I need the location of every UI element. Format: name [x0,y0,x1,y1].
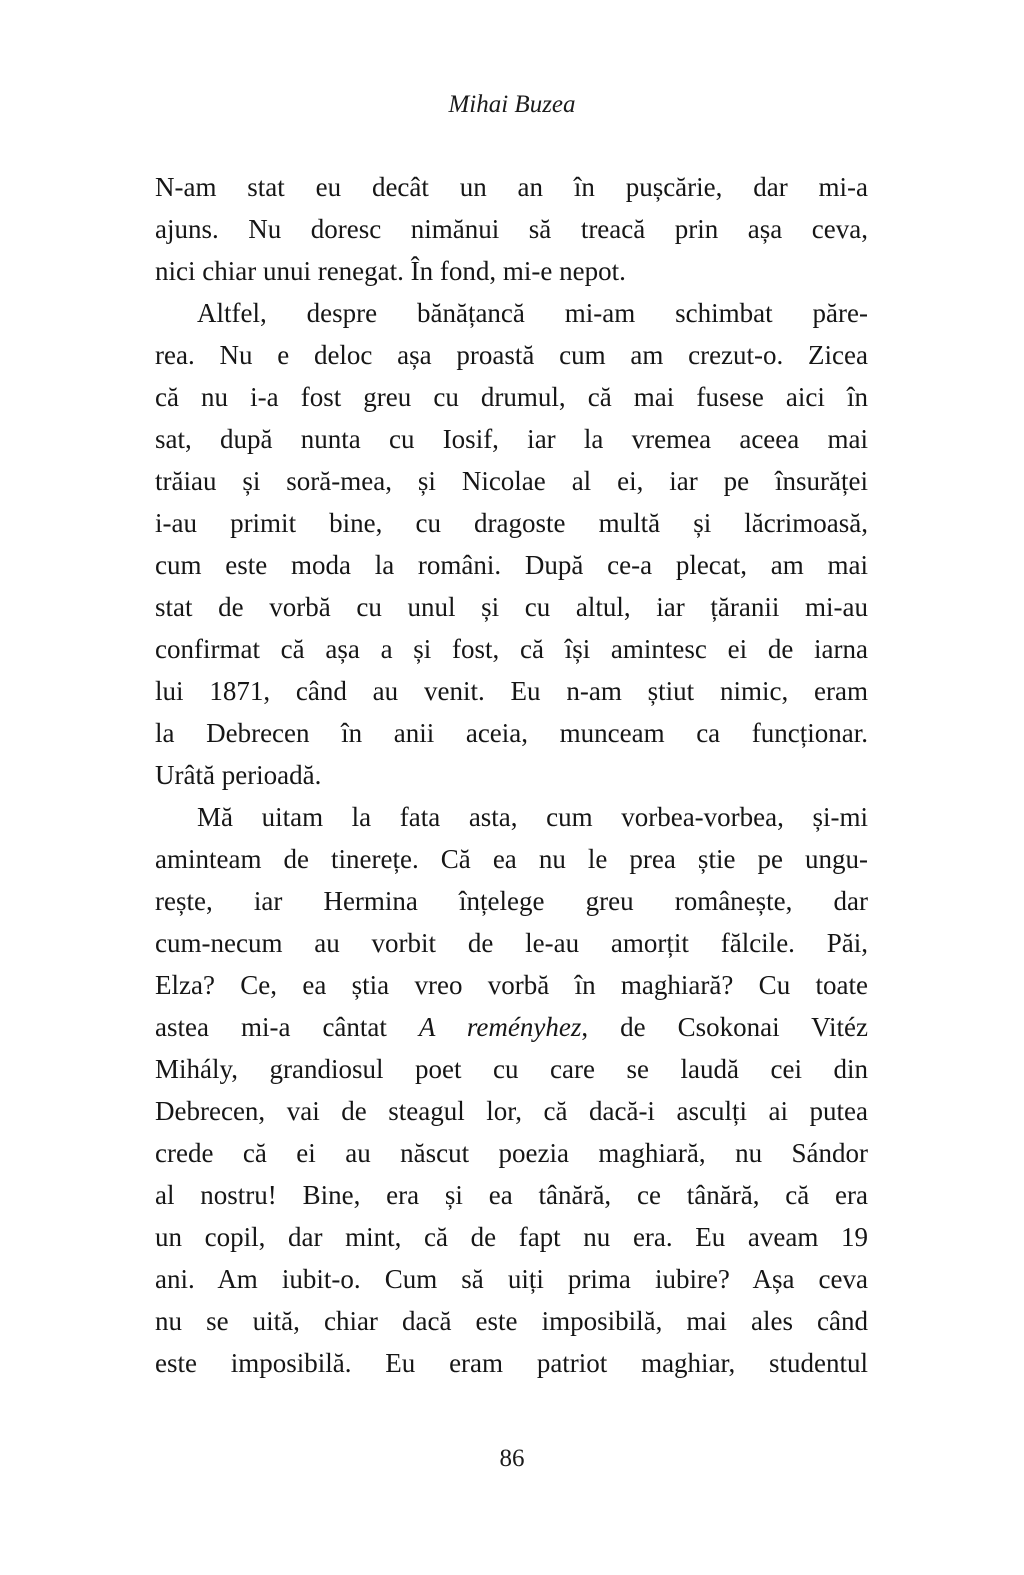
text-line: Elza? Ce, ea știa vreo vorbă în maghiară? Cu toate [155,970,868,1000]
text-segment: , de Csokonai Vitéz [581,1012,868,1042]
text-segment: astea mi-a cântat [155,1012,419,1042]
text-line: sat, după nunta cu Iosif, iar la vremea aceea mai [155,424,868,454]
page-number: 86 [499,1445,525,1472]
text-line: crede că ei au născut poezia maghiară, nu Sándor [155,1138,868,1168]
text-line: cum este moda la români. După ce-a plecat, am mai [155,550,868,580]
text-line: rește, iar Hermina înțelege greu românește, dar [155,886,868,916]
text-line: că nu i-a fost greu cu drumul, că mai fusese aici în [155,382,868,412]
text-line [155,1006,868,1048]
running-head-author: Mihai Buzea [448,91,576,118]
text-line: cum-necum au vorbit de le-au amorțit fălcile. Păi, [155,928,868,958]
text-line: aminteam de tinerețe. Că ea nu le prea știe pe ungu- [155,844,868,874]
text-line: la Debrecen în anii aceia, munceam ca funcționar. [155,718,868,748]
page-body-text [155,166,868,1384]
text-line: lui 1871, când au venit. Eu n-am știut nimic, eram [155,676,868,706]
italic-poem-title: A reményhez [418,1012,582,1042]
text-line: ani. Am iubit-o. Cum să uiți prima iubire? Așa ceva [155,1264,868,1294]
text-line: nici chiar unui renegat. În fond, mi-e nepot. [155,256,626,286]
text-line: confirmat că așa a și fost, că își amintesc ei de iarna [155,634,868,664]
text-line: ajuns. Nu doresc nimănui să treacă prin așa ceva, [155,214,868,244]
text-line: Mă uitam la fata asta, cum vorbea-vorbea, și-mi [197,802,868,832]
text-line: este imposibilă. Eu eram patriot maghiar, studentul [155,1348,868,1378]
text-line: i-au primit bine, cu dragoste multă și lăcrimoasă, [155,508,868,538]
text-line: Mihály, grandiosul poet cu care se laudă cei din [155,1054,868,1084]
text-line: N-am stat eu decât un an în pușcărie, dar mi-a [155,172,868,202]
text-line: rea. Nu e deloc așa proastă cum am crezut-o. Zicea [155,340,868,370]
text-line: stat de vorbă cu unul și cu altul, iar țăranii mi-au [155,592,868,622]
text-line: trăiau și soră-mea, și Nicolae al ei, iar pe însurăței [155,466,868,496]
text-line: al nostru! Bine, era și ea tânără, ce tânără, că era [155,1180,868,1210]
text-line: nu se uită, chiar dacă este imposibilă, mai ales când [155,1306,868,1336]
text-line: Urâtă perioadă. [155,760,322,790]
text-line: Debrecen, vai de steagul lor, că dacă-i asculți ai putea [155,1096,868,1126]
text-line: un copil, dar mint, că de fapt nu era. Eu aveam 19 [155,1222,868,1252]
text-line: Altfel, despre bănățancă mi-am schimbat păre- [197,298,868,328]
